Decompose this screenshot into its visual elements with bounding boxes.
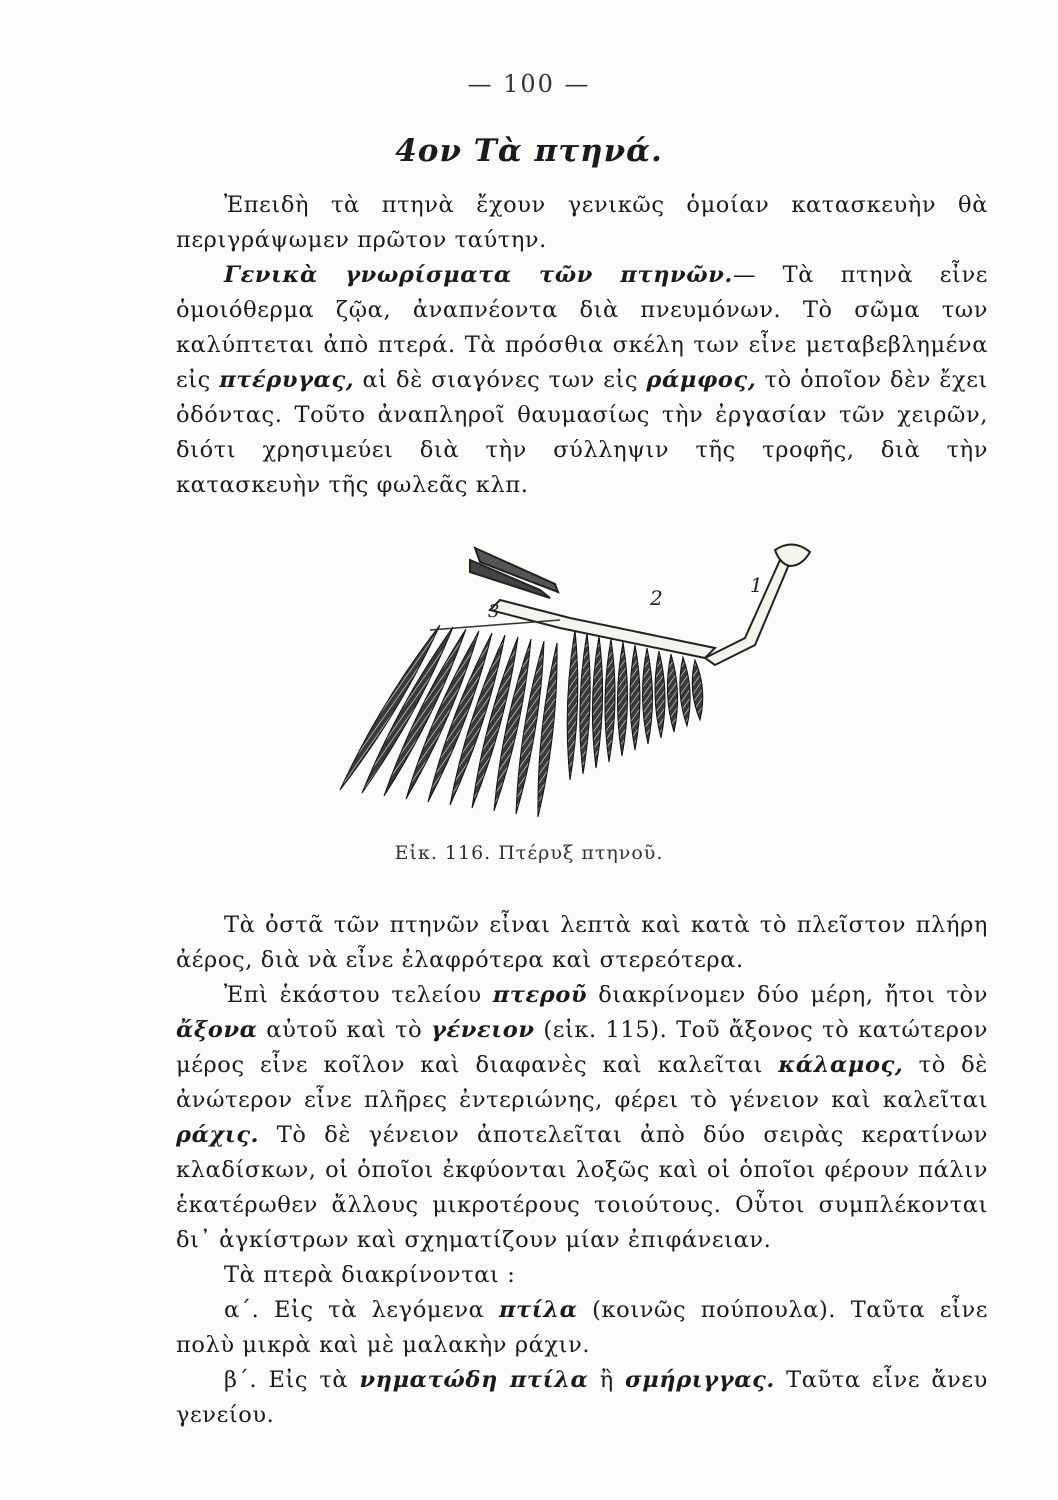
text: Τὸ δὲ γένειον ἀποτελεῖται ἀπὸ δύο σειρὰς κερατίνων κλαδίσκων, οἱ ὁποῖοι ἐκφύονται λοξῶς καὶ οἱ ὁποῖοι φέρουν πάλιν ἑκατέρωθεν ἄλλους μικροτέρους τοιούτους. Οὗτοι συμπλέκονται δι᾿ ἀγκίστρων καὶ σχηματίζουν μίαν ἐπιφάνειαν. xyxy=(176,1122,988,1253)
feather xyxy=(617,642,627,756)
features-paragraph xyxy=(176,258,988,503)
text: Ἐπειδὴ τὰ πτηνὰ ἔχουν γενικῶς ὁμοίαν κατασκευὴν θὰ περιγράψωμεν πρῶτον ταύτην. xyxy=(176,192,988,253)
term: νηματώδη πτίλα xyxy=(359,1367,589,1393)
feather xyxy=(605,639,615,762)
text: — Τὰ πτηνὰ εἶνε ὁμοιόθερμα ζῷα, ἀναπνέοντα διὰ πνευμόνων. Τὸ σῶμα των καλύπτεται ἀπὸ πτερά. Τὰ πρόσθια σκέλη των εἶνε μεταβεβλημένα εἰς xyxy=(176,262,989,393)
term: πτεροῦ xyxy=(492,982,588,1008)
figure-label-3: 3 xyxy=(488,601,500,622)
section-heading: Γενικὰ γνωρίσματα τῶν πτηνῶν. xyxy=(224,262,733,288)
text: β΄. Εἰς τὰ xyxy=(224,1367,349,1393)
figure-label-1: 1 xyxy=(750,573,763,597)
page-number: — 100 — xyxy=(467,70,591,98)
feather xyxy=(630,645,640,750)
feather xyxy=(655,651,665,738)
figure-label-2: 2 xyxy=(650,586,663,610)
feather xyxy=(580,633,590,774)
feather xyxy=(667,654,677,732)
feather xyxy=(680,657,690,726)
text: Τὰ πτερὰ διακρίνονται : xyxy=(224,1262,516,1288)
text: αὐτοῦ καὶ τὸ xyxy=(266,1017,423,1043)
feather xyxy=(592,636,602,768)
text: Τὰ ὀστᾶ τῶν πτηνῶν εἶναι λεπτὰ καὶ κατὰ τὸ πλεῖστον πλήρη ἀέρος, διὰ νὰ εἶνε ἐλαφρότερα καὶ στερεότερα. xyxy=(176,912,988,973)
text: Ταῦτα εἶνε ἄνευ γενείου. xyxy=(176,1367,988,1428)
text: τὸ δὲ ἀνώτερον εἶνε πλῆρες ἐντεριώνης, φέρει τὸ γένειον καὶ καλεῖται xyxy=(176,1052,988,1113)
type-b-paragraph xyxy=(176,1363,988,1433)
feathers-group xyxy=(340,625,703,817)
intro-text xyxy=(176,188,988,503)
type-a-paragraph xyxy=(176,1293,988,1363)
chapter-title: 4ον Τὰ πτηνά. xyxy=(395,133,663,169)
term: ἄξονα xyxy=(176,1017,258,1043)
types-intro xyxy=(176,1258,988,1293)
figure-caption: Εἰκ. 116. Πτέρυξ πτηνοῦ. xyxy=(394,842,664,864)
term: ράχις. xyxy=(176,1122,260,1148)
body-text xyxy=(176,908,988,1433)
text: Ἐπὶ ἑκάστου τελείου xyxy=(224,982,482,1008)
text: τὸ ὁποῖον δὲν ἔχει ὀδόντας. Τοῦτο ἀναπληροῖ θαυμασίως τὴν ἐργασίαν τῶν χειρῶν, διότι χρησιμεύει διὰ τὴν σύλληψιν τῆς τροφῆς, διὰ τὴν κατασκευὴν τῆς φωλεᾶς κλπ. xyxy=(176,367,988,498)
term: γένειον xyxy=(431,1017,535,1043)
term: ράμφος, xyxy=(646,367,757,393)
text: διακρίνομεν δύο μέρη, ἤτοι τὸν xyxy=(598,982,988,1008)
text: (εἰκ. 115). Τοῦ ἄξονος τὸ κατώτερον μέρος εἶνε κοῖλον καὶ διαφανὲς καὶ καλεῖται xyxy=(176,1017,988,1078)
wing-illustration xyxy=(320,520,840,830)
feather-parts-paragraph xyxy=(176,978,988,1258)
bones-paragraph xyxy=(176,908,988,978)
intro-paragraph xyxy=(176,188,988,258)
feather xyxy=(692,660,703,720)
term: πτίλα xyxy=(498,1297,578,1323)
feather xyxy=(567,630,578,780)
term: σμήριγγας. xyxy=(625,1367,775,1393)
text: ἢ xyxy=(599,1367,614,1393)
text: α΄. Εἰς τὰ λεγόμενα xyxy=(224,1297,485,1323)
term: κάλαμος, xyxy=(778,1052,904,1078)
feather xyxy=(642,648,652,744)
text: (κοινῶς πούπουλα). Ταῦτα εἶνε πολὺ μικρὰ καὶ μὲ μαλακὴν ράχιν. xyxy=(176,1297,988,1358)
text: αἱ δὲ σιαγόνες των εἰς xyxy=(362,367,639,393)
term: πτέρυγας, xyxy=(219,367,355,393)
